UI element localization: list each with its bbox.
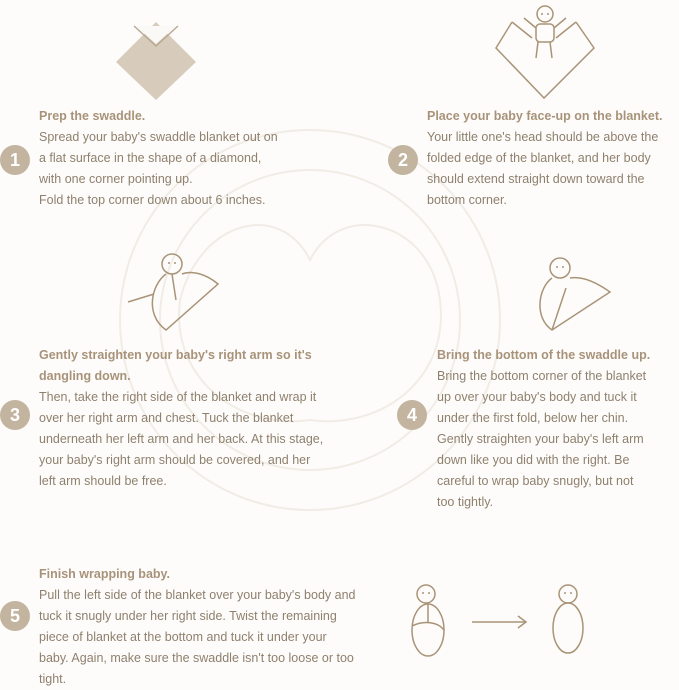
- step-3-line: over her right arm and chest. Tuck the blanket: [39, 411, 294, 425]
- step-3: [39, 345, 323, 492]
- step-1: [39, 106, 278, 211]
- step-5-title: Finish wrapping baby.: [39, 567, 171, 581]
- step-2-line: should extend straight down toward the: [427, 172, 645, 186]
- step-2-title: Place your baby face-up on the blanket.: [427, 109, 663, 123]
- step-4-line: too tightly.: [437, 495, 494, 509]
- step-4-title: Bring the bottom of the swaddle up.: [437, 348, 651, 362]
- step-5-line: Pull the left side of the blanket over your baby's body and: [39, 588, 356, 602]
- bottom-fold-icon: [530, 252, 614, 336]
- step-3-line: underneath her left arm and her back. At this stage,: [39, 432, 324, 446]
- step-5-line: tight.: [39, 672, 67, 686]
- swaddled-baby-final-icon: [548, 582, 588, 656]
- right-arm-wrap-icon: [126, 244, 222, 336]
- step-number-3: 3: [0, 400, 30, 430]
- step-4-line: up over your baby's body and tuck it: [437, 390, 637, 404]
- step-1-title: Prep the swaddle.: [39, 109, 146, 123]
- step-3-line: your baby's right arm should be covered, and her: [39, 453, 311, 467]
- step-1-line: a flat surface in the shape of a diamond,: [39, 151, 262, 165]
- step-5: [39, 564, 355, 690]
- step-2-line: bottom corner.: [427, 193, 507, 207]
- step-4-line: Bring the bottom corner of the blanket: [437, 369, 647, 383]
- step-number-5: 5: [0, 601, 30, 631]
- step-3-title: dangling down.: [39, 369, 131, 383]
- step-number-1: 1: [0, 145, 30, 175]
- folded-diamond-blanket-icon: [114, 20, 198, 104]
- step-5-line: baby. Again, make sure the swaddle isn't too loose or too: [39, 651, 354, 665]
- step-1-line: with one corner pointing up.: [39, 172, 193, 186]
- step-5-line: piece of blanket at the bottom and tuck it under your: [39, 630, 327, 644]
- step-2-line: folded edge of the blanket, and her body: [427, 151, 651, 165]
- step-2-line: Your little one's head should be above the: [427, 130, 659, 144]
- step-2: [427, 106, 662, 211]
- arrow-right-icon: [470, 614, 530, 630]
- baby-on-blanket-icon: [492, 2, 598, 102]
- step-number-4: 4: [397, 400, 427, 430]
- step-1-line: Fold the top corner down about 6 inches.: [39, 193, 266, 207]
- step-1-line: Spread your baby's swaddle blanket out on: [39, 130, 278, 144]
- swaddled-baby-icon: [404, 582, 454, 660]
- step-3-line: Then, take the right side of the blanket and wrap it: [39, 390, 317, 404]
- step-4-line: Gently straighten your baby's left arm: [437, 432, 644, 446]
- step-3-title: Gently straighten your baby's right arm so it's: [39, 348, 312, 362]
- step-4: [437, 345, 650, 513]
- step-number-2: 2: [388, 145, 418, 175]
- step-3-line: left arm should be free.: [39, 474, 167, 488]
- step-5-line: tuck it snugly under her right side. Twist the remaining: [39, 609, 337, 623]
- step-4-line: down like you did with the right. Be: [437, 453, 630, 467]
- step-4-line: careful to wrap baby snugly, but not: [437, 474, 634, 488]
- step-4-line: under the first fold, below her chin.: [437, 411, 629, 425]
